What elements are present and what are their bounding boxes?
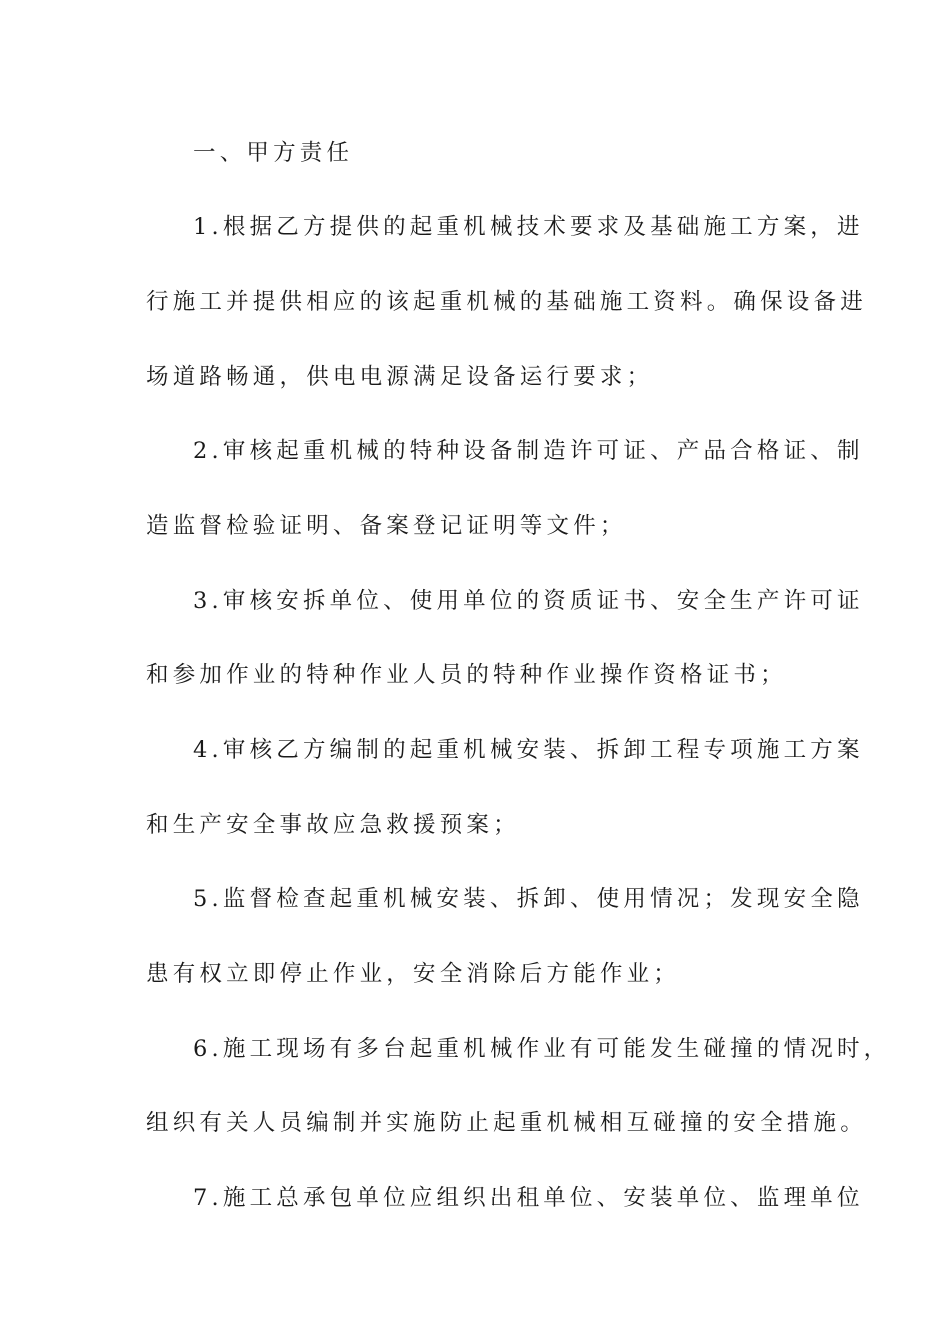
paragraph-2-line-2: 造监督检验证明、备案登记证明等文件；	[146, 513, 627, 539]
paragraph-6-line-2: 组织有关人员编制并实施防止起重机械相互碰撞的安全措施。	[146, 1110, 867, 1136]
paragraph-3-line-2: 和参加作业的特种作业人员的特种作业操作资格证书；	[146, 662, 787, 688]
paragraph-4-line-2: 和生产安全事故应急救援预案；	[146, 812, 520, 838]
paragraph-1-line-3: 场道路畅通，供电电源满足设备运行要求；	[146, 364, 654, 390]
paragraph-4-line-1: 4.审核乙方编制的起重机械安装、拆卸工程专项施工方案	[193, 737, 864, 763]
paragraph-1-line-2: 行施工并提供相应的该起重机械的基础施工资料。确保设备进	[146, 289, 867, 315]
paragraph-1-line-1: 1.根据乙方提供的起重机械技术要求及基础施工方案，进	[193, 214, 864, 240]
paragraph-2-line-1: 2.审核起重机械的特种设备制造许可证、产品合格证、制	[193, 438, 864, 464]
paragraph-7-line-1: 7.施工总承包单位应组织出租单位、安装单位、监理单位	[193, 1185, 864, 1211]
paragraph-5-line-1: 5.监督检查起重机械安装、拆卸、使用情况；发现安全隐	[193, 886, 864, 912]
section-heading: 一、甲方责任	[193, 140, 354, 166]
paragraph-6-line-1: 6.施工现场有多台起重机械作业有可能发生碰撞的情况时，	[193, 1036, 891, 1062]
paragraph-3-line-1: 3.审核安拆单位、使用单位的资质证书、安全生产许可证	[193, 588, 864, 614]
paragraph-5-line-2: 患有权立即停止作业，安全消除后方能作业；	[146, 961, 681, 987]
